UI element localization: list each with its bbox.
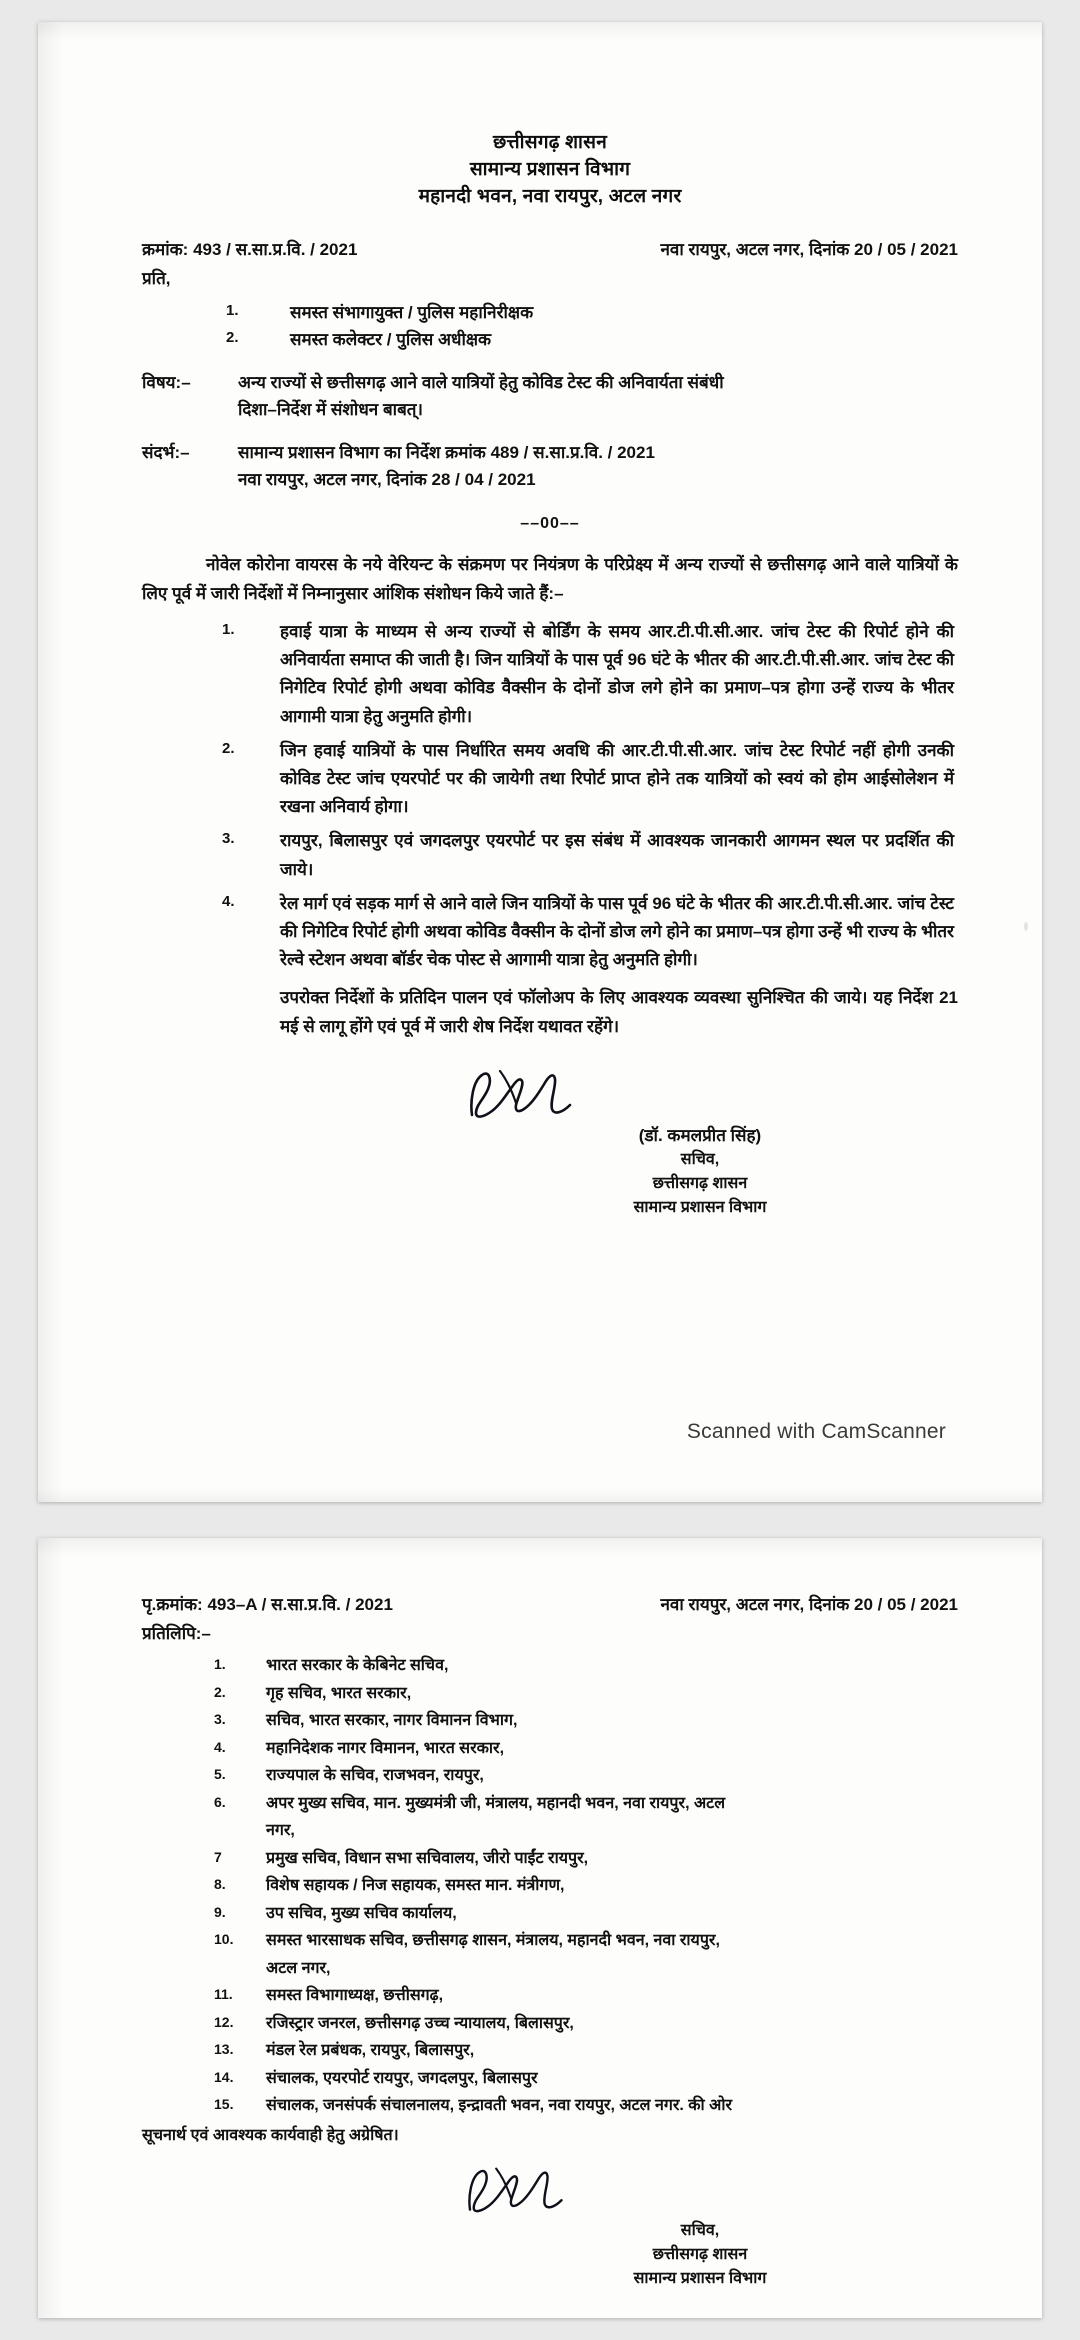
copy-text: महानिदेशक नागर विमानन, भारत सरकार, [266, 1739, 505, 1757]
instruction-text: रेल मार्ग एवं सड़क मार्ग से आने वाले जिन यात्रियों के पास पूर्व 96 घंटे के भीतर की आर.टी.पी.सी.आर. जांच टेस्ट की निगेटिव रिपोर्ट होगी अथवा कोविड वैक्सीन के दोनों डोज लगे होने का प्रमाण–पत्र होगा उन्हें भी राज्य के भीतर रेल्वे स्टेशन अथवा बॉर्डर चेक पोस्ट से आगामी यात्रा हेतु अनुमति होगी। [280, 893, 954, 970]
camscanner-watermark: Scanned with CamScanner [686, 1420, 946, 1443]
list-item [142, 1927, 958, 1982]
instruction-text: रायपुर, बिलासपुर एवं जगदलपुर एयरपोर्ट पर इस संबंध में आवश्यक जानकारी आगमन स्थल पर प्रदर्शित की जाये। [280, 831, 954, 879]
copy-index: 9. [214, 1903, 226, 1920]
copy-number-label: पृ.क्रमांक: [142, 1595, 203, 1614]
list-item [142, 2065, 958, 2093]
copy-index: 5. [214, 1766, 226, 1783]
copy-index: 3. [214, 1711, 226, 1728]
addressee-text: समस्त कलेक्टर / पुलिस अधीक्षक [290, 330, 492, 350]
reference-line-2: नवा रायपुर, अटल नगर, दिनांक 28 / 04 / 2021 [238, 469, 536, 489]
instruction-text: हवाई यात्रा के माध्यम से अन्य राज्यों से बोर्डिंग के समय आर.टी.पी.सी.आर. जांच टेस्ट की रिपोर्ट होने की अनिवार्यता समाप्त की जाती है। जिन यात्रियों के पास पूर्व 96 घंटे के भीतर की आर.टी.पी.सी.आर. जांच टेस्ट की निगेटिव रिपोर्ट होगी अथवा कोविड वैक्सीन के दोनों डोज लगे होने का प्रमाण–पत्र होगा उन्हें राज्य के भीतर आगामी यात्रा हेतु अनुमति होगी। [280, 621, 954, 726]
copy-index: 12. [214, 2013, 234, 2030]
section-separator: ––00–– [520, 515, 580, 533]
subject-line-2: दिशा–निर्देश में संशोधन बाबत्। [238, 399, 423, 419]
copy-text: भारत सरकार के केबिनेट सचिव, [266, 1657, 449, 1674]
copy-text: उप सचिव, मुख्य सचिव कार्यालय, [266, 1904, 457, 1922]
signatory-role-1: सचिव, [680, 2221, 720, 2239]
handwritten-signature-icon [442, 1067, 592, 1121]
copy-text: संचालक, जनसंपर्क संचालनालय, इन्द्रावती भवन, नवा रायपुर, अटल नगर. की ओर [266, 2097, 733, 2115]
copy-index: 7 [214, 1848, 222, 1865]
subject-label: विषय:– [142, 372, 191, 392]
letterhead-department: सामान्य प्रशासन विभाग [469, 158, 631, 180]
list-item [142, 827, 958, 883]
reference-label: संदर्भ:– [142, 442, 190, 462]
copy-forwarding-note: सूचनार्थ एवं आवश्यक कार्यवाही हेतु अग्रेषित। [142, 2126, 399, 2144]
copy-index: 6. [214, 1793, 226, 1810]
copy-place-date: नवा रायपुर, अटल नगर, दिनांक 20 / 05 / 2021 [660, 1595, 958, 1614]
copy-index: 1. [214, 1656, 226, 1672]
copy-text: सचिव, भारत सरकार, नागर विमानन विभाग, [266, 1712, 518, 1730]
signatory-role-2: छत्तीसगढ़ शासन [652, 2245, 748, 2263]
copy-index: 4. [214, 1738, 226, 1755]
copy-text: समस्त विभागाध्यक्ष, छत्तीसगढ़, [266, 1987, 444, 2005]
copy-text [266, 1927, 958, 1982]
instruction-text: जिन हवाई यात्रियों के पास निर्धारित समय अवधि की आर.टी.पी.सी.आर. जांच टेस्ट रिपोर्ट नहीं होगी उनकी कोविड टेस्ट जांच एयरपोर्ट पर की जायेगी तथा रिपोर्ट प्राप्त होने तक यात्रियों को स्वयं को होम आईसोलेशन में रखना अनिवार्य होगा। [280, 740, 954, 817]
list-item [142, 1762, 958, 1790]
page-2-content [38, 1538, 1042, 2318]
reference-row [142, 440, 958, 494]
addressee-text: समस्त संभागायुक्त / पुलिस महानिरीक्षक [290, 302, 534, 322]
copy-index: 11. [214, 1986, 233, 2003]
list-item [142, 737, 958, 822]
list-item [142, 1845, 958, 1873]
page-1-content [38, 22, 1042, 1502]
addressee-index: 1. [226, 301, 239, 319]
list-item [142, 1680, 958, 1708]
list-item [142, 1707, 958, 1735]
signature-block-page-2 [142, 2163, 958, 2291]
subject-value [238, 370, 958, 424]
subject-row [142, 370, 958, 424]
reference-value [238, 440, 958, 494]
list-item [142, 2010, 958, 2038]
reference-line-1: सामान्य प्रशासन विभाग का निर्देश क्रमांक 489 / स.सा.प्र.वि. / 2021 [238, 442, 655, 462]
list-item [142, 2092, 958, 2120]
letterhead-address: महानदी भवन, नवा रायपुर, अटल नगर [418, 185, 682, 207]
list-item [142, 1982, 958, 2010]
addressee-index: 2. [226, 329, 239, 347]
letterhead [142, 130, 958, 211]
addressee-list [142, 299, 958, 354]
instruction-index: 4. [222, 892, 235, 910]
copy-meta-row [142, 1592, 958, 1615]
copy-text: विशेष सहायक / निज सहायक, समस्त मान. मंत्रीगण, [266, 1877, 565, 1895]
intro-paragraph: नोवेल कोरोना वायरस के नये वेरियन्ट के संक्रमण पर नियंत्रण के परिप्रेक्ष्य में अन्य राज्यों से छत्तीसगढ़ आने वाले यात्रियों के लिए पूर्व में जारी निर्देशों में निम्नानुसार आंशिक संशोधन किये जाते हैं:– [142, 555, 958, 603]
document-page-1 [38, 22, 1042, 1502]
list-item [142, 1872, 958, 1900]
copy-text: रजिस्ट्रार जनरल, छत्तीसगढ़ उच्च न्यायालय, बिलासपुर, [266, 2014, 574, 2032]
copy-text: राज्यपाल के सचिव, राजभवन, रायपुर, [266, 1767, 484, 1785]
instruction-index: 1. [222, 620, 235, 638]
closing-paragraph: उपरोक्त निर्देशों के प्रतिदिन पालन एवं फॉलोअप के लिए आवश्यक व्यवस्था सुनिश्चित की जाये। यह निर्देश 21 मई से लागू होंगे एवं पूर्व में जारी शेष निर्देश यथावत रहेंगे। [280, 988, 958, 1036]
handwritten-signature-icon [442, 2163, 582, 2217]
instruction-index: 2. [222, 739, 235, 757]
copy-text-continuation: नगर, [266, 1822, 295, 1840]
copy-text: प्रमुख सचिव, विधान सभा सचिवालय, जीरो पाईंट रायपुर, [266, 1849, 589, 1867]
copy-text-main: समस्त भारसाधक सचिव, छत्तीसगढ़ शासन, मंत्रालय, महानदी भवन, नवा रायपुर, [266, 1932, 720, 1950]
signatory-name: (डॉ. कमलप्रीत सिंह) [638, 1125, 762, 1145]
list-item [142, 299, 958, 327]
instruction-index: 3. [222, 830, 235, 848]
signatory-role-2: छत्तीसगढ़ शासन [652, 1175, 748, 1193]
list-item [142, 2037, 958, 2065]
list-item [142, 890, 958, 975]
copy-index: 15. [214, 2096, 234, 2113]
signatory-role-1: सचिव, [680, 1151, 720, 1169]
copy-number [142, 1592, 393, 1615]
order-number-label: क्रमांक: [142, 239, 189, 259]
list-item [142, 1900, 958, 1928]
copy-text-main: अपर मुख्य सचिव, मान. मुख्यमंत्री जी, मंत्रालय, महानदी भवन, नवा रायपुर, अटल [266, 1794, 726, 1812]
list-item [142, 618, 958, 731]
copy-index: 8. [214, 1876, 226, 1893]
copy-to-label: प्रतिलिपि:– [142, 1624, 211, 1643]
letterhead-state: छत्तीसगढ़ शासन [493, 132, 607, 153]
copy-text: मंडल रेल प्रबंधक, रायपुर, बिलासपुर, [266, 2042, 475, 2060]
signatory-role-3: सामान्य प्रशासन विभाग [633, 2269, 767, 2287]
list-item [142, 1652, 958, 1680]
order-number-value: 493 / स.सा.प्र.वि. / 2021 [193, 239, 358, 259]
copy-index: 2. [214, 1683, 226, 1700]
copy-text-continuation: अटल नगर, [266, 1959, 331, 1977]
copy-text: संचालक, एयरपोर्ट रायपुर, जगदलपुर, बिलासपुर [266, 2069, 538, 2087]
order-place-date: नवा रायपुर, अटल नगर, दिनांक 20 / 05 / 2021 [660, 239, 958, 259]
list-item [142, 1790, 958, 1845]
order-meta-row [142, 237, 958, 260]
order-number [142, 237, 357, 260]
copy-text [266, 1790, 958, 1845]
copy-index: 14. [214, 2068, 234, 2085]
copy-distribution-list [142, 1652, 958, 2120]
document-page-2 [38, 1538, 1042, 2318]
subject-line-1: अन्य राज्यों से छत्तीसगढ़ आने वाले यात्रियों हेतु कोविड टेस्ट की अनिवार्यता संबंधी [238, 372, 724, 392]
signature-block-page-1 [142, 1067, 958, 1221]
copy-index: 13. [214, 2041, 234, 2058]
to-label: प्रति, [142, 268, 171, 288]
signatory-role-3: सामान्य प्रशासन विभाग [633, 1199, 767, 1217]
list-item [142, 1735, 958, 1763]
instruction-list [142, 618, 958, 975]
copy-number-value: 493–A / स.सा.प्र.वि. / 2021 [207, 1595, 393, 1614]
copy-text: गृह सचिव, भारत सरकार, [266, 1684, 412, 1702]
list-item [142, 326, 958, 354]
copy-index: 10. [214, 1931, 234, 1948]
